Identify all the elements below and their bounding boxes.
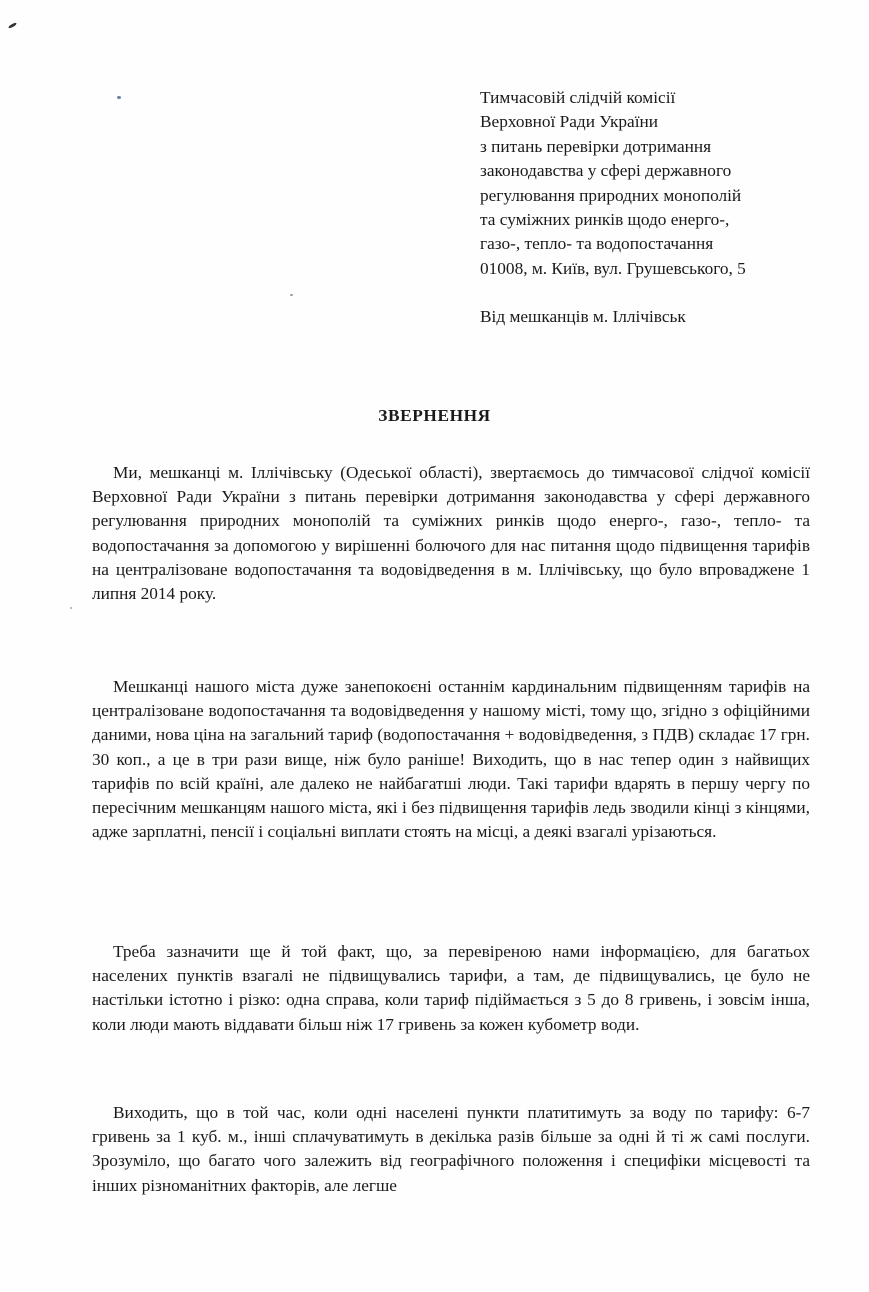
addressee-line: та суміжних ринків щодо енерго-, [480, 210, 730, 230]
scan-speck [8, 22, 17, 29]
paragraph-text: Ми, мешканці м. Іллічівську (Одеської області), звертаємось до тимчасової слідчої комісії Верховної Ради України з питань перевірки дотримання законодавства у сфері державного регулювання природних монополій та суміжних ринків щодо енерго-, газо-, тепло- та водопостачання за допомогою у вирішенні болючого для нас питання щодо підвищення тарифів на централізоване водопостачання та водовідведення в м. Іллічівську, що було впроваджене 1 липня 2014 року. [92, 463, 810, 604]
addressee-line: газо-, тепло- та водопостачання [480, 234, 714, 254]
addressee-line: законодавства у сфері державного [480, 161, 732, 181]
addressee-line: Верховної Ради України [480, 112, 658, 132]
body-paragraph-3 [92, 940, 810, 1062]
scan-speck [70, 607, 72, 609]
body-paragraph-1 [92, 461, 810, 631]
body-paragraph-4 [92, 1101, 810, 1223]
paragraph-text: Мешканці нашого міста дуже занепокоєні останнім кардинальним підвищенням тарифів на централізоване водопостачання та водовідведення у нашому місті, тому що, згідно з офіційними даними, нова ціна на загальний тариф (водопостачання + водовідведення, з ПДВ) складає 17 грн. 30 коп., а це в три рази вище, ніж було раніше! Виходить, що в нас тепер один з найвищих тарифів по всій країні, але далеко не найбагатші люди. Такі тарифи вдарять в першу чергу по пересічним мешканцям нашого міста, які і без підвищення тарифів ледь зводили кінці з кінцями, адже зарплатні, пенсії і соціальні виплати стоять на місці, а деякі взагалі урізаються. [92, 677, 810, 842]
paragraph-text: Виходить, що в той час, коли одні населені пункти платитимуть за воду по тарифу: 6-7 гривень за 1 куб. м., інші сплачуватимуть в декілька разів більше за одні й ті ж самі послуги. Зрозуміло, що багато чого залежить від географічного положення і специфіки місцевості та інших різноманітних факторів, але легше [92, 1103, 810, 1195]
paragraph-text: Треба зазначити ще й той факт, що, за перевіреною нами інформацією, для багатьох населених пунктів взагалі не підвищувались тарифи, а там, де підвищувались, це було не настільки істотно і різко: одна справа, коли тариф підіймається з 5 до 8 гривень, і зовсім інша, коли люди мають віддавати більш ніж 17 гривень за кожен кубометр води. [92, 942, 810, 1034]
addressee-line: з питань перевірки дотримання [480, 136, 712, 156]
addressee-line: Тимчасовій слідчій комісії [480, 88, 676, 107]
scan-speck [117, 96, 121, 99]
body-paragraph-2 [92, 675, 810, 869]
addressee-address: 01008, м. Київ, вул. Грушевського, 5 [480, 258, 746, 278]
addressee-block [480, 86, 840, 281]
addressee-line: регулювання природних монополій [480, 185, 742, 205]
document-title: ЗВЕРНЕННЯ [378, 406, 491, 425]
sender-line: Від мешканців м. Іллічівськ [480, 307, 686, 326]
scan-speck [290, 294, 293, 296]
